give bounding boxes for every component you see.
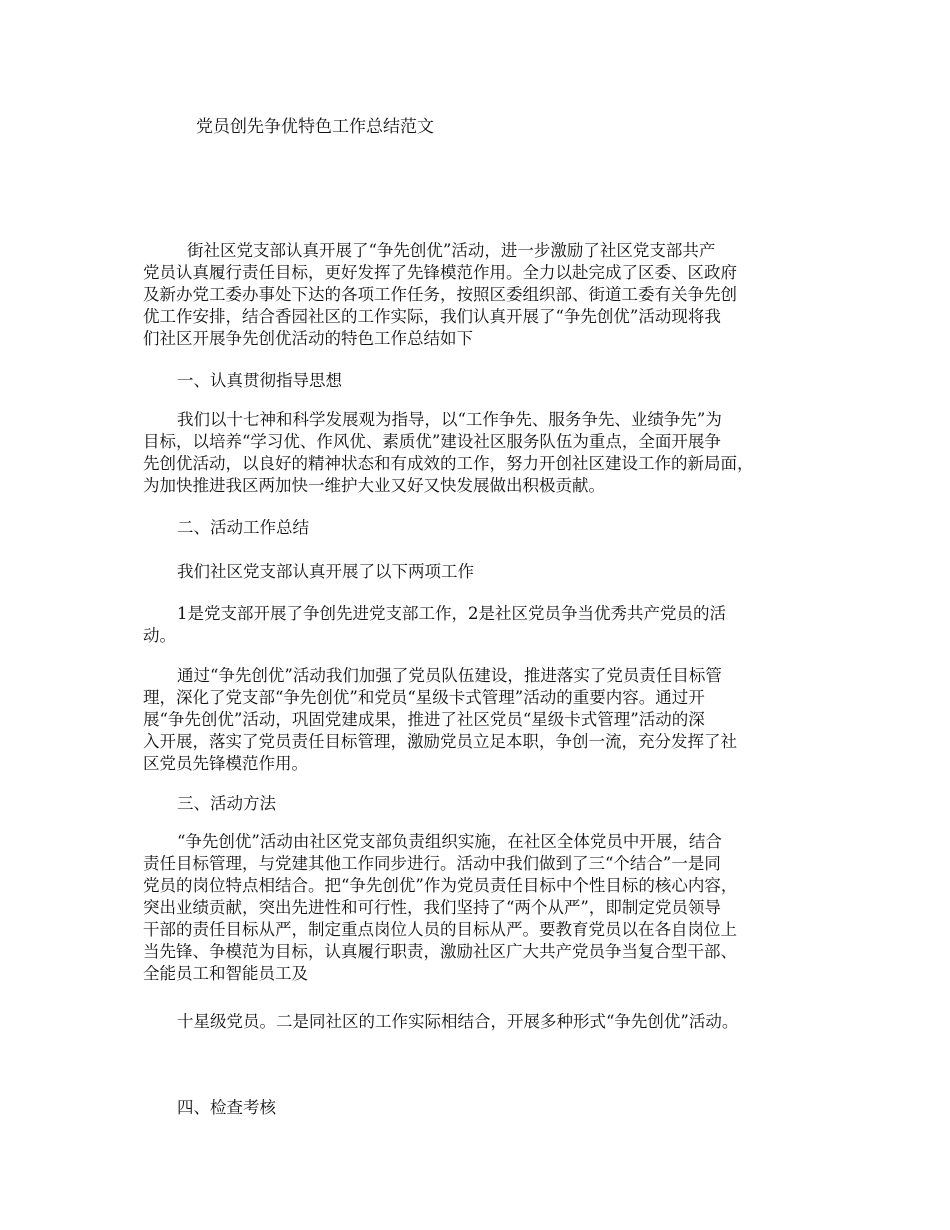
paragraph-line: 街社区党支部认真开展了“争先创优”活动，进一步激励了社区党支部共产 xyxy=(187,241,716,260)
paragraph-line: 我们社区党支部认真开展了以下两项工作 xyxy=(177,562,474,581)
paragraph-line: “争先创优”活动由社区党支部负责组织实施，在社区全体党员中开展，结合 xyxy=(177,832,722,851)
paragraph-two-tasks xyxy=(143,561,823,583)
paragraph-line: 及新办党工委办事处下达的各项工作任务，按照区委组织部、街道工委有关争先创 xyxy=(143,285,737,304)
paragraph-line: 我们以十七神和科学发展观为指导，以“工作争先、服务争先、业绩争先”为 xyxy=(177,410,722,429)
paragraph-star-members xyxy=(143,1011,823,1033)
heading-line: 四、检查考核 xyxy=(177,1098,276,1117)
paragraph-line: 全能员工和智能员工及 xyxy=(143,964,308,983)
paragraph-line: 目标，以培养“学习优、作风优、素质优”建设社区服务队伍为重点，全面开展争 xyxy=(143,432,721,451)
heading-line: 一、认真贯彻指导思想 xyxy=(177,371,342,390)
paragraph-line: 1是党支部开展了争创先进党支部工作，2是社区党员争当优秀共产党员的活 xyxy=(177,604,726,623)
paragraph-line: 动。 xyxy=(143,626,176,645)
paragraph-line: 责任目标管理，与党建其他工作同步进行。活动中我们做到了三“个结合”一是同 xyxy=(143,854,721,873)
paragraph-guiding-thought xyxy=(143,409,823,497)
paragraph-line: 理，深化了党支部“争先创优”和党员“星级卡式管理”活动的重要内容。通过开 xyxy=(143,688,705,707)
paragraph-line: 展“争先创优”活动，巩固党建成果，推进了社区党员“星级卡式管理”活动的深 xyxy=(143,710,705,729)
paragraph-line: 为加快推进我区两加快一维护大业又好又快发展做出积极贡献。 xyxy=(143,476,605,495)
paragraph-line: 党员的岗位特点相结合。把“争先创优”作为党员责任目标中个性目标的核心内容， xyxy=(143,876,738,895)
document-title: 党员创先争优特色工作总结范文 xyxy=(196,117,434,137)
paragraph-task-list xyxy=(143,603,823,647)
heading-line: 二、活动工作总结 xyxy=(177,518,309,537)
paragraph-line: 通过“争先创优”活动我们加强了党员队伍建设，推进落实了党员责任目标管 xyxy=(177,666,722,685)
paragraph-methods xyxy=(143,831,823,985)
paragraph-line: 优工作安排，结合香园社区的工作实际，我们认真开展了“争先创优”活动现将我 xyxy=(143,307,721,326)
paragraph-line: 先创优活动，以良好的精神状态和有成效的工作，努力开创社区建设工作的新局面， xyxy=(143,454,754,473)
paragraph-line: 当先锋、争模范为目标，认真履行职责，激励社区广大共产党员争当复合型干部、 xyxy=(143,942,737,961)
paragraph-intro xyxy=(143,240,823,350)
paragraph-line: 十星级党员。二是同社区的工作实际相结合，开展多种形式“争先创优”活动。 xyxy=(177,1012,739,1031)
paragraph-line: 们社区开展争先创优活动的特色工作总结如下 xyxy=(143,329,473,348)
paragraph-line: 干部的责任目标从严，制定重点岗位人员的目标从严。要教育党员以在各自岗位上 xyxy=(143,920,737,939)
paragraph-line: 入开展，落实了党员责任目标管理，激励党员立足本职，争创一流，充分发挥了社 xyxy=(143,732,737,751)
section-heading-2 xyxy=(143,517,823,539)
paragraph-line: 党员认真履行责任目标，更好发挥了先锋模范作用。全力以赴完成了区委、区政府 xyxy=(143,263,737,282)
section-heading-3 xyxy=(143,793,823,815)
paragraph-line: 突出业绩贡献，突出先进性和可行性，我们坚持了“两个从严”，即制定党员领导 xyxy=(143,898,721,917)
section-heading-4 xyxy=(143,1097,823,1119)
paragraph-line: 区党员先锋模范作用。 xyxy=(143,754,308,773)
section-heading-1 xyxy=(143,370,823,392)
heading-line: 三、活动方法 xyxy=(177,794,276,813)
paragraph-results xyxy=(143,665,823,775)
